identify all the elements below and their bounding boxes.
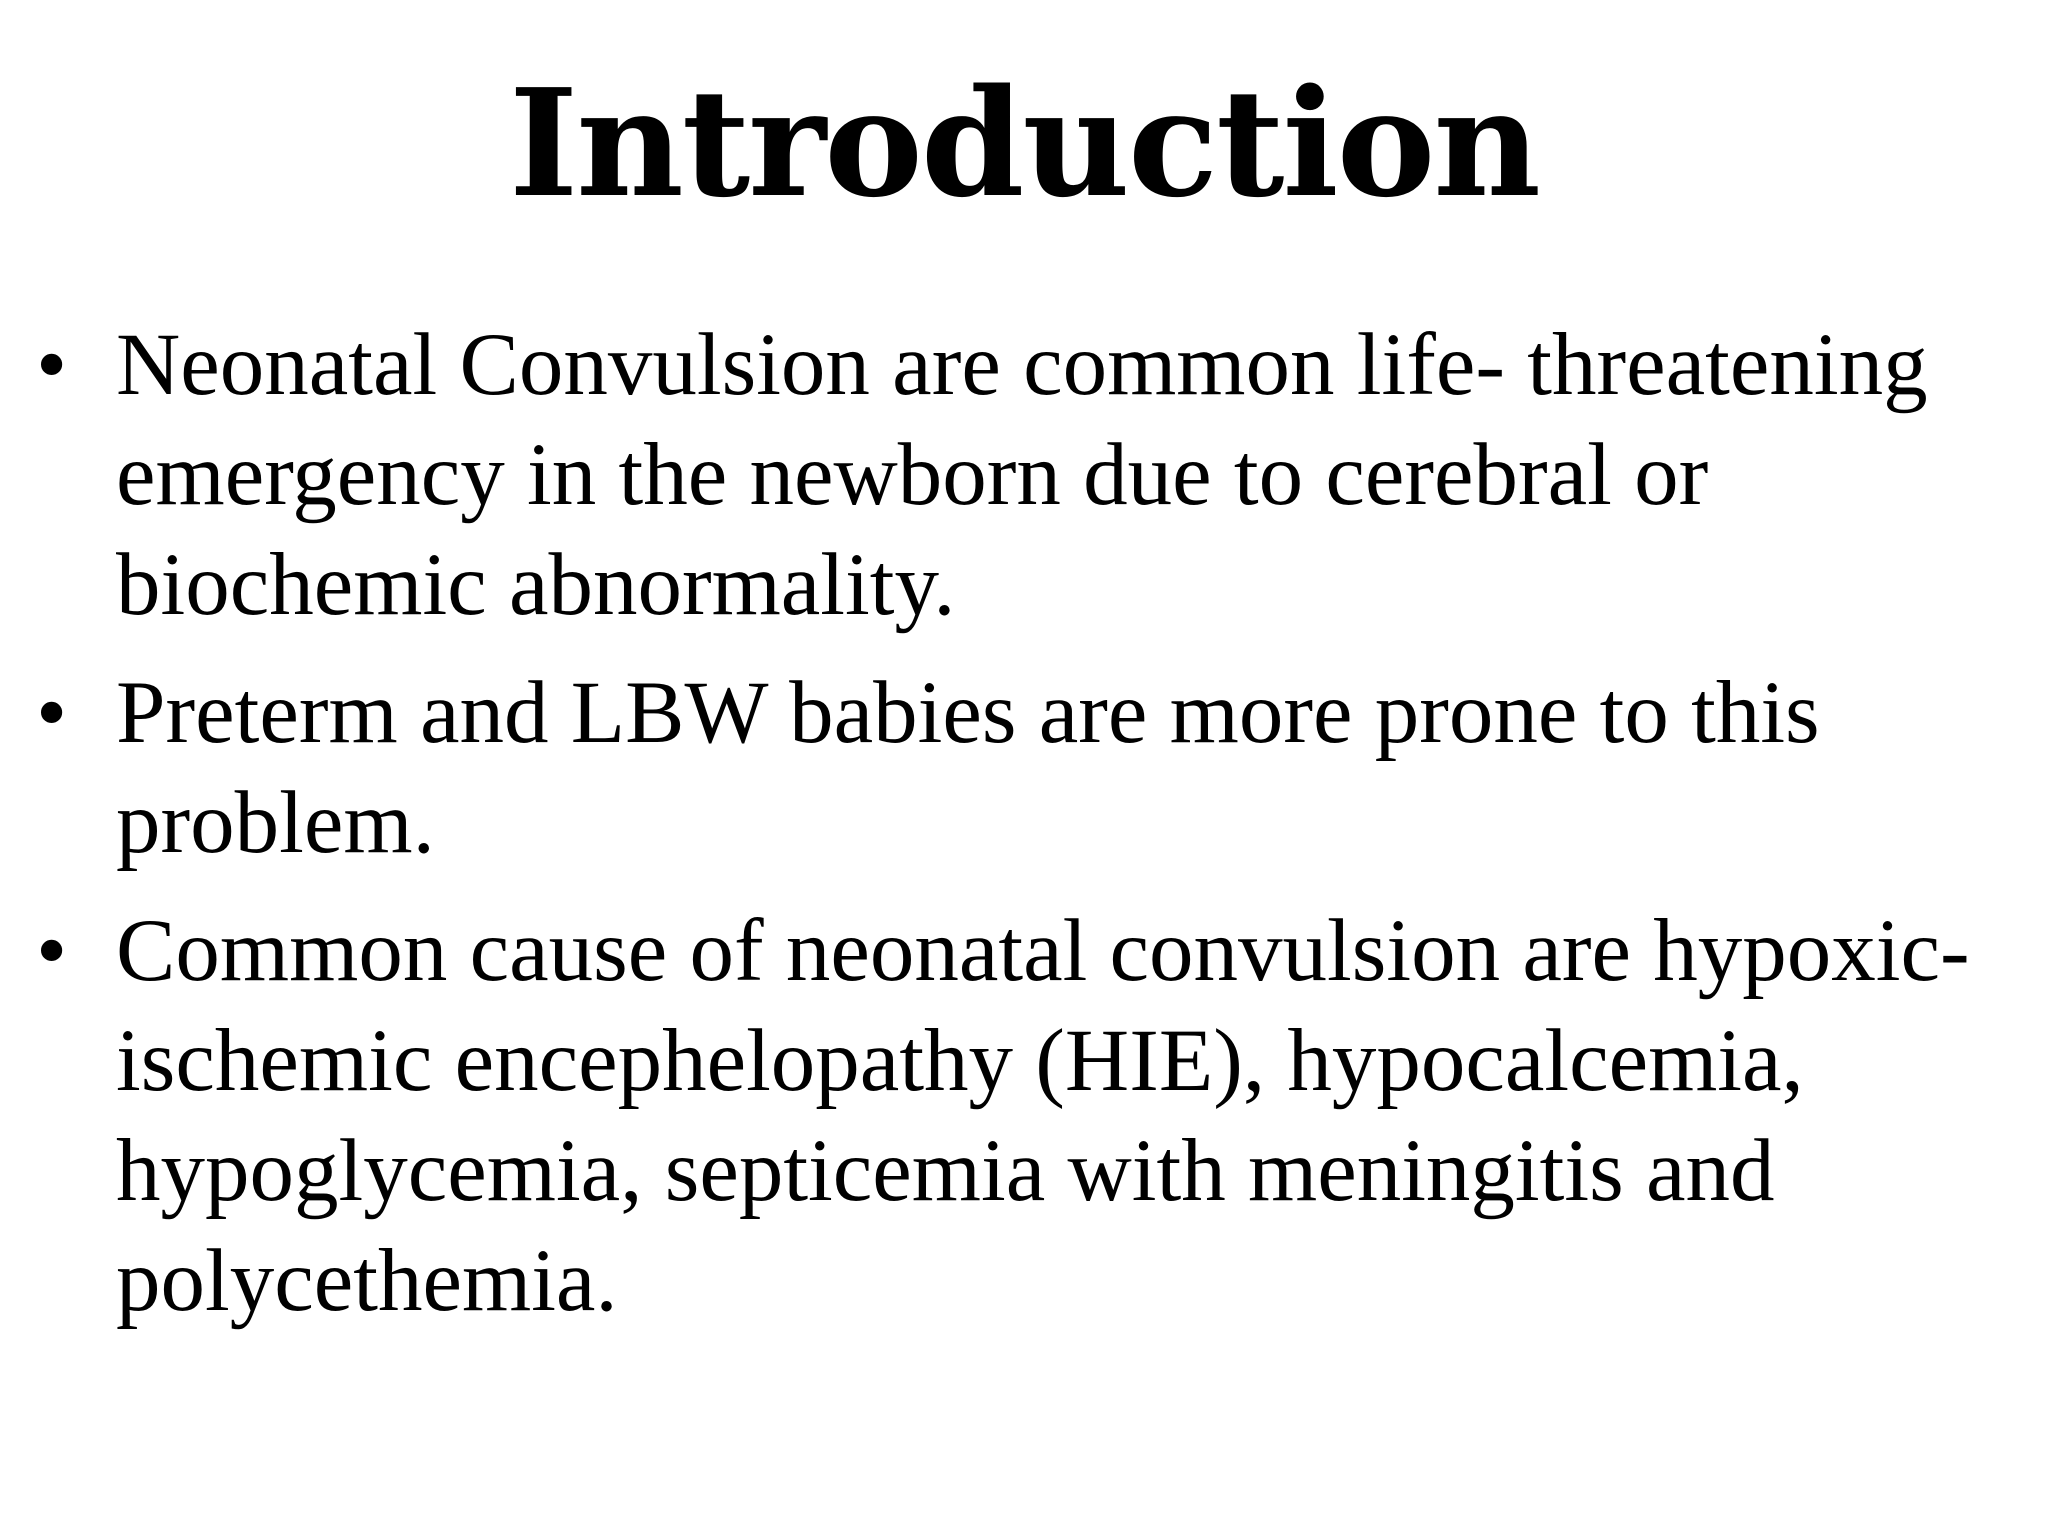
- bullet-text: Preterm and LBW babies are more prone to this problem.: [116, 664, 1820, 872]
- bullet-item: [36, 310, 2011, 640]
- bullet-icon: •: [36, 664, 68, 762]
- bullet-text: Neonatal Convulsion are common life- threatening emergency in the newborn due to cerebral or biochemic abnormality.: [116, 316, 1928, 634]
- bullet-icon: •: [36, 316, 68, 414]
- bullet-icon: •: [36, 902, 68, 1000]
- bullet-item: [36, 658, 2011, 878]
- bullet-text: Common cause of neonatal convulsion are hypoxic- ischemic encephelopathy (HIE), hypocalcemia, hypoglycemia, septicemia with meningitis and polycethemia.: [116, 902, 1970, 1330]
- bullet-item: [36, 896, 2011, 1336]
- slide-title: Introduction: [509, 56, 1539, 230]
- bullet-list: [36, 310, 2011, 1354]
